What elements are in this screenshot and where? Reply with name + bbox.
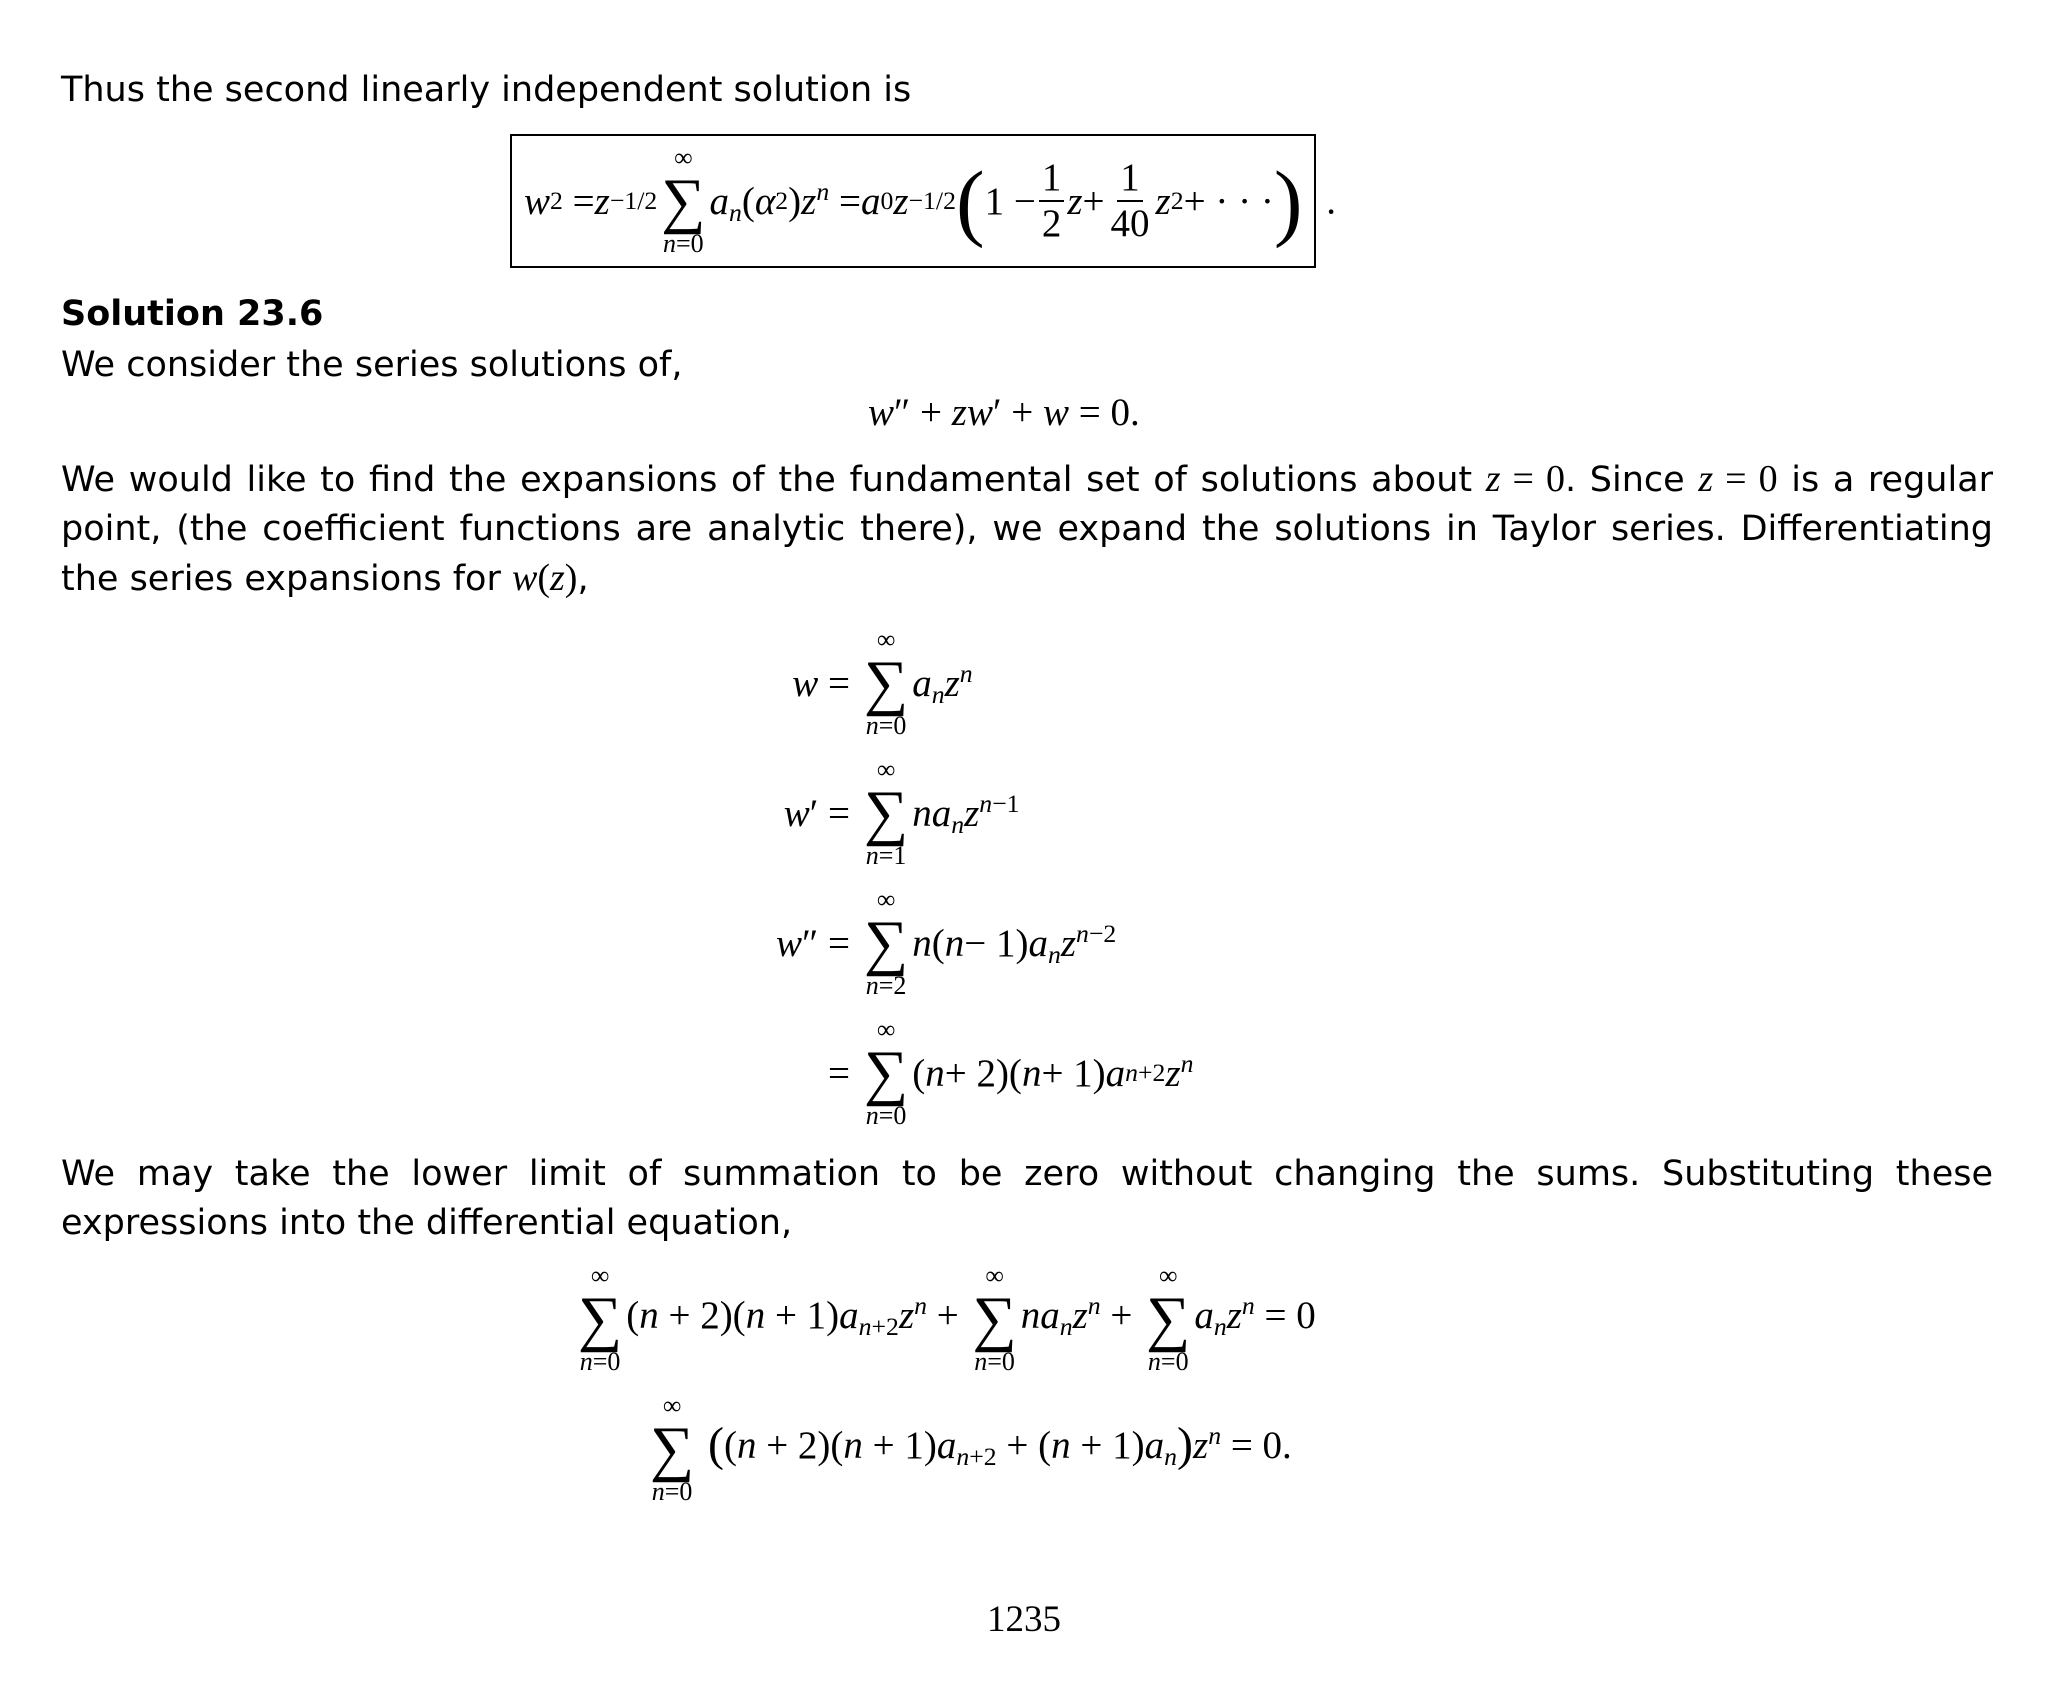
expansion-w: w = ∞ ∑ n=0 $a_nz^n$ [792,625,973,740]
intro-text: Thus the second linearly independent solution is [61,70,912,110]
expansion-w-prime: w′ = ∞ ∑ n=1 $na_nz^{n-1}$ [783,755,1020,870]
paragraph-substituting: We may take the lower limit of summation to be zero without changing the sums. Substituting these expressions into the differential equation, [61,1154,1993,1243]
solution-heading: Solution 23.6 [61,294,324,334]
page-number: 1235 [987,1599,1061,1640]
series-expansions [560,618,1194,1138]
combined-equation: ∞ ∑ n=0 $((n + 2)(n + 1)a_{n+2} + (n + 1)a_n)z^n = 0$. [650,1391,1292,1506]
paragraph-expansions: We would like to find the expansions of the fundamental set of solutions about z = 0. Since z = 0 is a regular point, (the coefficient functions are analytic there), we expand the solutions in Taylor series. Differentiating the series expansions for w(z), [61,458,1994,599]
boxed-equation-w2: w 2 = z −1/2 ∞ ∑ n=0 $a_n$ ( α 2 ) $z^n$ = a 0 z −1/2 ( 1 − $\frac{1}{2}$ z + $\frac{1}{40}$ z 2 + · · · ) . [510,134,1336,268]
expansion-w-double-prime-shifted: = ∞ ∑ n=0 ( n + 2)( n + 1) a n+2 $z^n$ [828,1015,1194,1130]
ode-equation: w″ + zw′ + w = 0. [868,391,1140,434]
expansion-w-double-prime: w″ = ∞ ∑ n=2 n ( n − 1) $a_nz^{n-2}$ [775,885,1117,1000]
consider-text: We consider the series solutions of, [61,345,683,385]
substituted-equation: ∞ ∑ n=0 $(n + 2)(n + 1)a_{n+2}z^n$ + ∞ ∑ n=0 $na_nz^n$ + ∞ ∑ n=0 $a_nz^n = 0$ [578,1261,1316,1376]
